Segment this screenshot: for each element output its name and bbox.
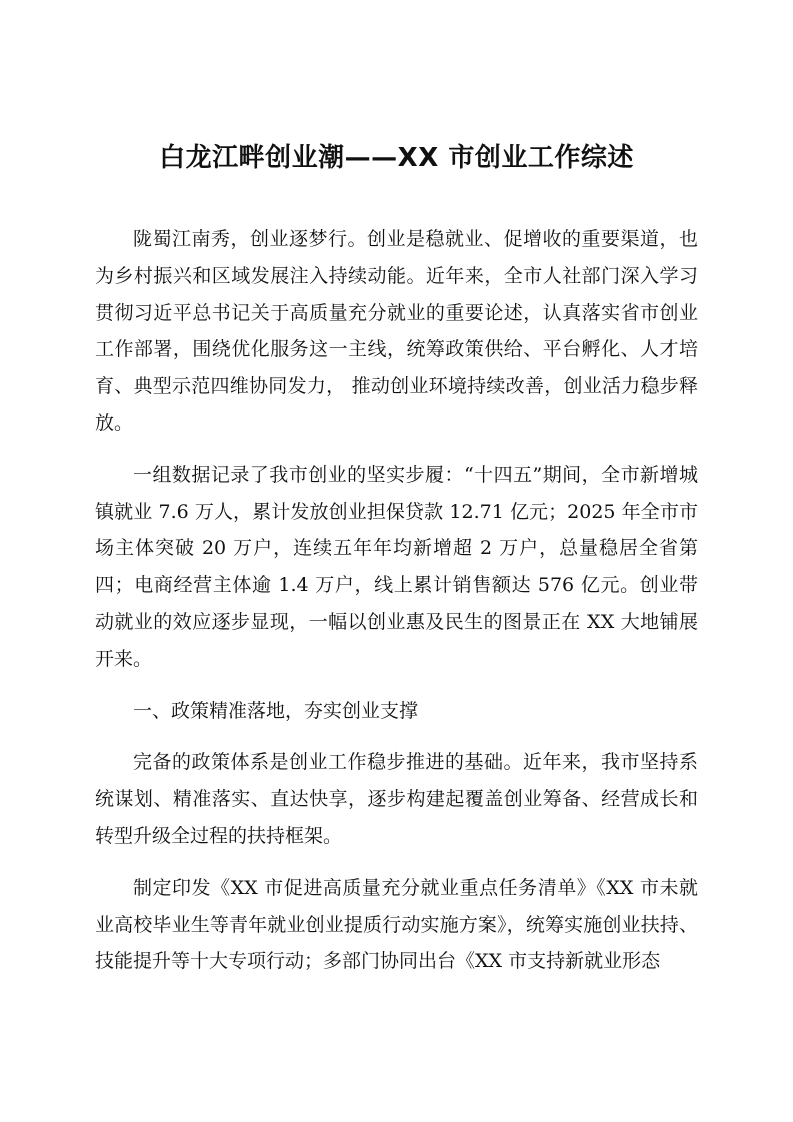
- statistics-paragraph: 一组数据记录了我市创业的坚实步履：“十四五”期间，全市新增城镇就业 7.6 万人，累计发放创业担保贷款 12.71 亿元；2025 年全市市场主体突破 20 万户，连续五年年均新增超 2 万户，总量稳居全省第四；电商经营主体逾 1.4 万户，线上累计销售额达 576 亿元。创业带动就业的效应逐步显现，一幅以创业惠及民生的图景正在 XX 大地铺展开来。: [95, 463, 698, 670]
- section-heading-policy: 一、政策精准落地，夯实创业支撑: [133, 699, 419, 722]
- document-body: [95, 221, 698, 995]
- policy-detail-paragraph: 制定印发《XX 市促进高质量充分就业重点任务清单》《XX 市未就业高校毕业生等青年就业创业提质行动实施方案》，统筹实施创业扶持、技能提升等十大专项行动；多部门协同出台《XX 市支持新就业形态: [95, 876, 698, 973]
- document-title: 白龙江畔创业潮——XX 市创业工作综述: [159, 143, 634, 173]
- intro-paragraph: 陇蜀江南秀，创业逐梦行。创业是稳就业、促增收的重要渠道，也为乡村振兴和区域发展注入持续动能。近年来，全市人社部门深入学习贯彻习近平总书记关于高质量充分就业的重要论述，认真落实省市创业工作部署，围绕优化服务这一主线，统筹政策供给、平台孵化、人才培育、典型示范四维协同发力， 推动创业环境持续改善，创业活力稳步释放。: [95, 228, 698, 434]
- policy-intro-paragraph: 完备的政策体系是创业工作稳步推进的基础。近年来，我市坚持系统谋划、精准落实、直达快享，逐步构建起覆盖创业筹备、经营成长和转型升级全过程的扶持框架。: [95, 751, 698, 847]
